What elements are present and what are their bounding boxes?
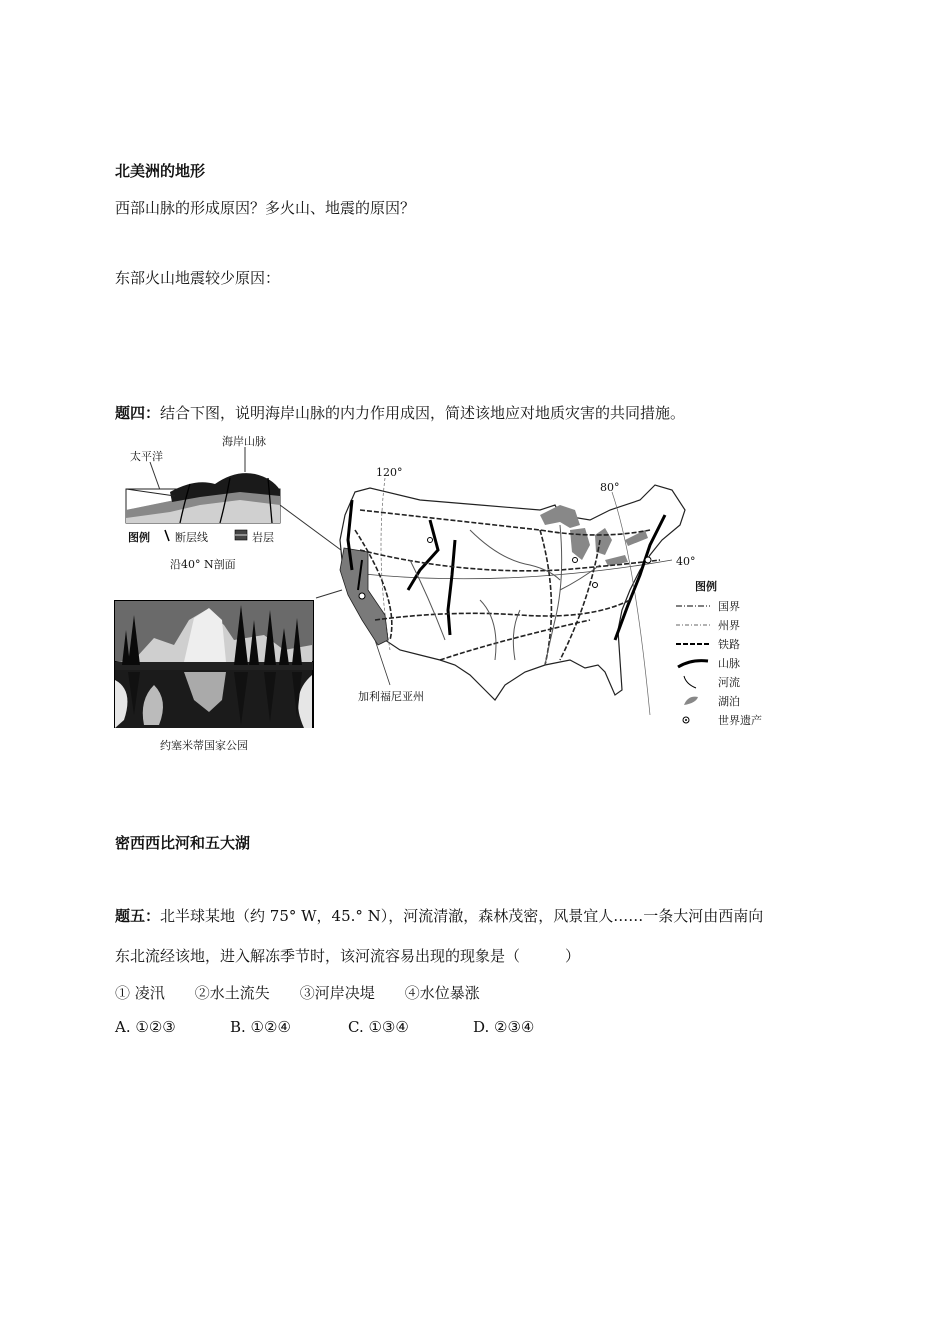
label-lon-120: 120° [376,466,403,479]
option-d: D. ②③④ [473,1018,535,1036]
map-legend-title: 图例 [695,580,717,593]
question-5-line1 [115,905,763,926]
label-lat-40: 40° [676,555,696,568]
profile-caption: 沿40° N剖面 [170,558,236,571]
label-coast-range: 海岸山脉 [222,435,266,448]
legend-world-heritage: 世界遗产 [676,712,762,728]
legend-lake: 湖泊 [676,693,740,709]
label-california: 加利福尼亚州 [358,690,424,703]
question-5-items: ① 凌汛 ②水土流失 ③河岸决堤 ④水位暴涨 [115,984,480,1002]
section-title-landform: 北美洲的地形 [115,162,206,180]
legend-mountain: 山脉 [676,655,740,671]
section-title-mississippi: 密西西比河和五大湖 [115,834,251,852]
legend-fault-line: 断层线 [175,531,208,544]
option-b: B. ①②④ [230,1018,291,1036]
question-4-label: 题四： [115,404,161,422]
label-pacific: 太平洋 [130,450,163,463]
legend-river: 河流 [676,674,740,690]
legend-railroad: 铁路 [718,638,740,651]
legend-national-border: 国界 [718,600,740,613]
option-a: A. ①②③ [115,1018,176,1036]
legend-rock-layer: 岩层 [252,531,274,544]
question-5-label: 题五： [115,907,161,925]
question-western-mountains: 西部山脉的形成原因？多火山、地震的原因？ [115,199,416,217]
profile-legend-title: 图例 [128,531,150,544]
label-lon-80: 80° [600,481,620,494]
legend-state-border: 州界 [718,619,740,632]
question-5-line2: 东北流经该地，进入解冻季节时，该河流容易出现的现象是（ ） [115,947,581,965]
question-4-text: 结合下图，说明海岸山脉的内力作用成因，简述该地应对地质灾害的共同措施。 [160,404,686,422]
option-c: C. ①③④ [348,1018,409,1036]
question-eastern-volcano: 东部火山地震较少原因： [115,269,281,287]
yosemite-caption: 约塞米蒂国家公园 [160,739,248,752]
question-5-text-1: 北半球某地（约 75° W，45.° N），河流清澈，森林茂密，风景宜人……一条大河由西南向 [160,907,764,925]
